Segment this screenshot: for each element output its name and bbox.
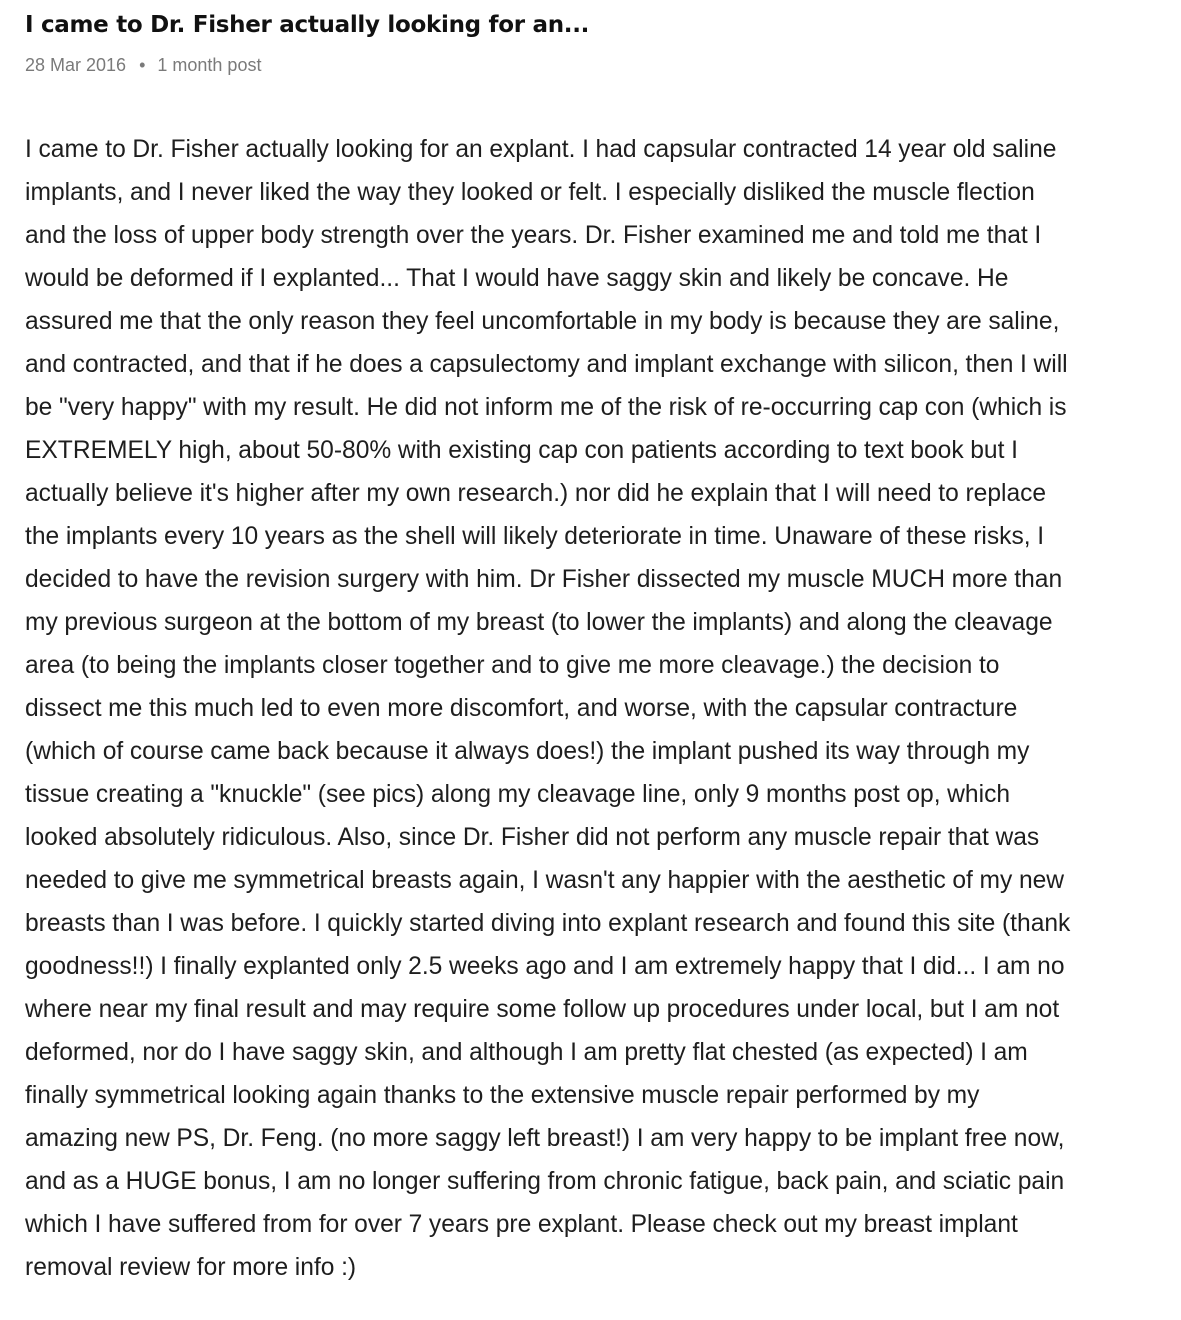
review-body: [25, 128, 1170, 1289]
review-body-line: finally symmetrical looking again thanks to the extensive muscle repair performed by my: [25, 1082, 980, 1109]
review-meta: [25, 52, 1170, 78]
review-title[interactable]: I came to Dr. Fisher actually looking for an...: [25, 12, 590, 38]
review-body-line: would be deformed if I explanted... That I would have saggy skin and likely be concave. He: [25, 265, 1009, 292]
review-body-line: EXTREMELY high, about 50-80% with existing cap con patients according to text book but I: [25, 437, 1018, 464]
review-body-line: which I have suffered from for over 7 years pre explant. Please check out my breast implant: [25, 1211, 1018, 1238]
review-body-line: dissect me this much led to even more discomfort, and worse, with the capsular contracture: [25, 695, 1018, 722]
review-body-line: be "very happy" with my result. He did not inform me of the risk of re-occurring cap con (which is: [25, 394, 1067, 421]
review-body-line: assured me that the only reason they feel uncomfortable in my body is because they are saline,: [25, 308, 1060, 335]
review-body-line: (which of course came back because it always does!) the implant pushed its way through my: [25, 738, 1030, 765]
review-body-line: I came to Dr. Fisher actually looking for an explant. I had capsular contracted 14 year old saline: [25, 136, 1057, 163]
review-body-line: and the loss of upper body strength over the years. Dr. Fisher examined me and told me that I: [25, 222, 1042, 249]
review-body-line: breasts than I was before. I quickly started diving into explant research and found this site (thank: [25, 910, 1071, 937]
review-body-line: and as a HUGE bonus, I am no longer suffering from chronic fatigue, back pain, and sciatic pain: [25, 1168, 1065, 1195]
review-timing: 1 month post: [157, 55, 262, 75]
review-body-line: actually believe it's higher after my own research.) nor did he explain that I will need to replace: [25, 480, 1047, 507]
review-date: 28 Mar 2016: [25, 55, 127, 75]
review-body-line: deformed, nor do I have saggy skin, and although I am pretty flat chested (as expected) I am: [25, 1039, 1028, 1066]
review-body-line: implants, and I never liked the way they looked or felt. I especially disliked the muscle flection: [25, 179, 1035, 206]
review-body-line: tissue creating a "knuckle" (see pics) along my cleavage line, only 9 months post op, which: [25, 781, 1011, 808]
review-body-line: amazing new PS, Dr. Feng. (no more saggy left breast!) I am very happy to be implant free now,: [25, 1125, 1065, 1152]
review-body-line: removal review for more info :): [25, 1254, 357, 1281]
review-body-line: area (to being the implants closer together and to give me more cleavage.) the decision to: [25, 652, 1000, 679]
meta-separator-dot: •: [139, 55, 146, 75]
review-body-line: looked absolutely ridiculous. Also, since Dr. Fisher did not perform any muscle repair that was: [25, 824, 1040, 851]
review-body-line: the implants every 10 years as the shell will likely deteriorate in time. Unaware of these risks, I: [25, 523, 1045, 550]
review-body-line: my previous surgeon at the bottom of my breast (to lower the implants) and along the cleavage: [25, 609, 1053, 636]
review-body-line: where near my final result and may require some follow up procedures under local, but I am not: [25, 996, 1060, 1023]
review-body-line: and contracted, and that if he does a capsulectomy and implant exchange with silicon, then I will: [25, 351, 1068, 378]
review-body-line: goodness!!) I finally explanted only 2.5 weeks ago and I am extremely happy that I did... I am no: [25, 953, 1065, 980]
review-card: [25, 0, 1170, 1289]
review-body-line: decided to have the revision surgery with him. Dr Fisher dissected my muscle MUCH more than: [25, 566, 1063, 593]
review-body-line: needed to give me symmetrical breasts again, I wasn't any happier with the aesthetic of my new: [25, 867, 1065, 894]
